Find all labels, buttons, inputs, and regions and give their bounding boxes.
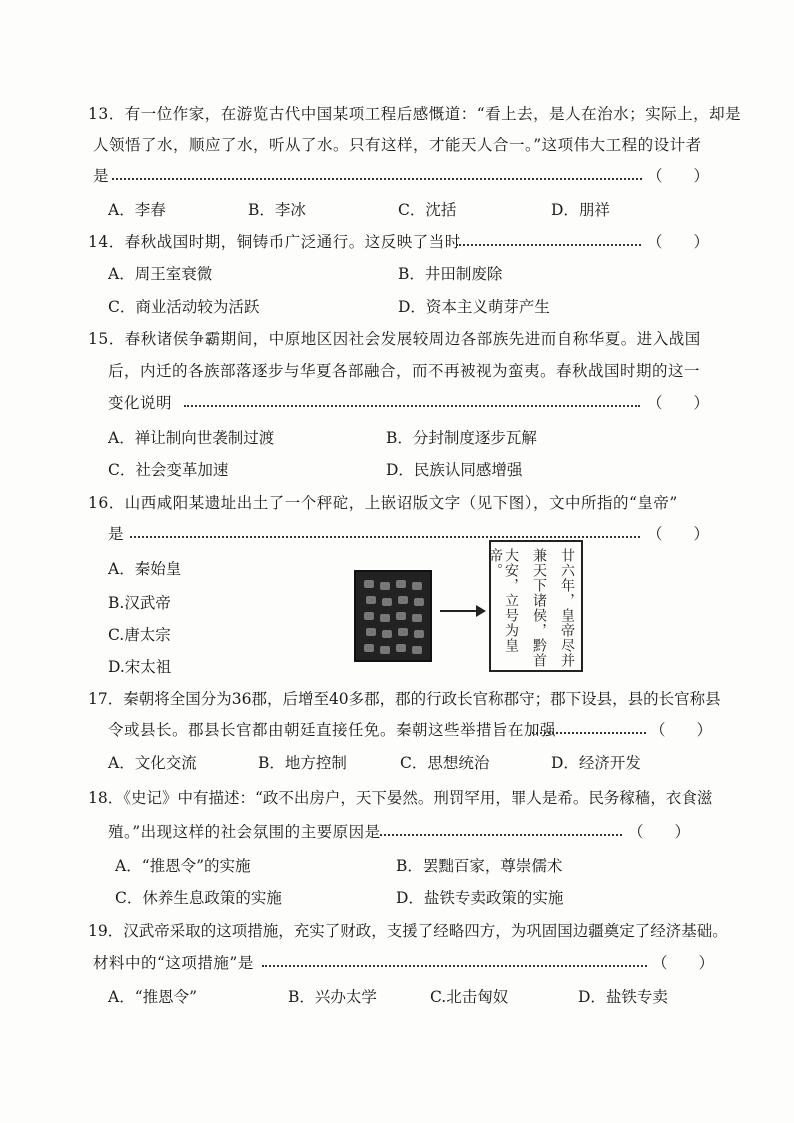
answer-leader	[112, 176, 642, 180]
q18-option-b: B．罢黜百家，尊崇儒术	[396, 857, 563, 875]
answer-leader	[532, 730, 646, 734]
q15-stem-line2: 后，内迁的各族部落逐步与华夏各部融合，而不再被视为蛮夷。春秋战国时期的这一	[108, 362, 701, 380]
q17-option-b: B．地方控制	[258, 754, 347, 772]
inscription-column-2: 兼天下诸侯，黔首	[531, 548, 547, 668]
q19-answer-paren: （ ）	[652, 954, 715, 972]
q17-option-a: A．文化交流	[108, 754, 197, 772]
q17-option-c: C．思想统治	[400, 754, 490, 772]
q15-stem-line3: 变化说明	[108, 394, 173, 412]
answer-leader	[184, 403, 640, 407]
q19-stem-line1: 19．汉武帝采取的这项措施，充实了财政，支援了经略四方，为巩固国边疆奠定了经济基础。	[88, 922, 728, 940]
q17-stem-line2: 令或县长。郡县长官都由朝廷直接任免。秦朝这些举措旨在加强	[108, 721, 557, 739]
q13-answer-paren: （ ）	[647, 167, 710, 185]
q14-option-d: D．资本主义萌芽产生	[398, 298, 550, 316]
q14-option-a: A．周王室衰微	[108, 265, 213, 283]
q15-option-b: B．分封制度逐步瓦解	[386, 429, 537, 447]
q18-option-d: D．盐铁专卖政策的实施	[396, 889, 564, 907]
q16-answer-paren: （ ）	[647, 525, 710, 543]
q17-stem-line1: 17．秦朝将全国分为36郡，后增至40多郡，郡的行政长官称郡守；郡下设县，县的长官称县	[88, 690, 721, 708]
inscription-column-1: 廿六年，皇帝尽并	[559, 548, 575, 668]
q17-answer-paren: （ ）	[650, 721, 713, 739]
q13-stem-line1: 13．有一位作家，在游览古代中国某项工程后感慨道：“看上去，是人在治水；实际上，却是	[88, 105, 742, 123]
q19-option-c: C.北击匈奴	[430, 988, 509, 1006]
q16-option-b: B.汉武帝	[108, 594, 171, 612]
q15-option-a: A．禅让制向世袭制过渡	[108, 429, 275, 447]
q13-stem-line2: 人领悟了水，顺应了水，听从了水。只有这样，才能天人合一。”这项伟大工程的设计者	[93, 136, 702, 154]
q15-stem-line1: 15．春秋诸侯争霸期间，中原地区因社会发展较周边各部族先进而自称华夏。进入战国	[88, 330, 701, 348]
q13-option-a: A．李春	[108, 201, 166, 219]
inscription-transcription-box	[489, 540, 583, 672]
answer-leader	[380, 832, 622, 836]
q14-answer-paren: （ ）	[647, 233, 710, 251]
q18-option-a: A．“推恩令”的实施	[115, 857, 251, 875]
q14-stem-line1: 14．春秋战国时期，铜铸币广泛通行。这反映了当时	[88, 233, 461, 251]
q13-stem-line3: 是	[93, 167, 110, 185]
q18-stem-line2: 殖。”出现这样的社会氛围的主要原因是	[108, 823, 381, 841]
q15-option-c: C．社会变革加速	[108, 461, 229, 479]
q19-option-a: A．“推恩令”	[108, 988, 198, 1006]
q16-stem-line1: 16．山西咸阳某遗址出土了一个秤砣，上嵌诏版文字（见下图），文中所指的“皇帝”	[88, 494, 678, 512]
answer-leader	[262, 963, 647, 967]
q16-option-d: D.宋太祖	[108, 658, 172, 676]
q18-answer-paren: （ ）	[628, 823, 691, 841]
q14-option-c: C．商业活动较为活跃	[108, 298, 260, 316]
q19-option-d: D．盐铁专卖	[578, 988, 668, 1006]
q17-option-d: D．经济开发	[551, 754, 641, 772]
q15-answer-paren: （ ）	[647, 394, 710, 412]
q16-option-a: A．秦始皇	[108, 560, 182, 578]
q15-option-d: D．民族认同感增强	[386, 461, 523, 479]
q16-option-c: C.唐太宗	[108, 626, 171, 644]
answer-leader	[456, 242, 641, 246]
q19-stem-line2: 材料中的“这项措施”是	[93, 954, 254, 972]
q16-stem-line2: 是	[108, 525, 125, 543]
right-arrow-icon	[440, 610, 484, 612]
q14-option-b: B．井田制废除	[398, 265, 503, 283]
q19-option-b: B．兴办太学	[288, 988, 377, 1006]
q18-option-c: C．休养生息政策的实施	[115, 889, 282, 907]
inscription-column-3: 大安，立号为皇帝。	[487, 548, 519, 653]
weight-inscription-photo	[354, 570, 432, 662]
q13-option-b: B．李冰	[248, 201, 306, 219]
q18-stem-line1: 18．《史记》中有描述：“政不出房户，天下晏然。刑罚罕用，罪人是希。民务稼穑，衣食滋	[88, 789, 713, 807]
q13-option-d: D．朋祥	[551, 201, 610, 219]
q13-option-c: C．沈括	[398, 201, 457, 219]
answer-leader	[130, 534, 640, 538]
